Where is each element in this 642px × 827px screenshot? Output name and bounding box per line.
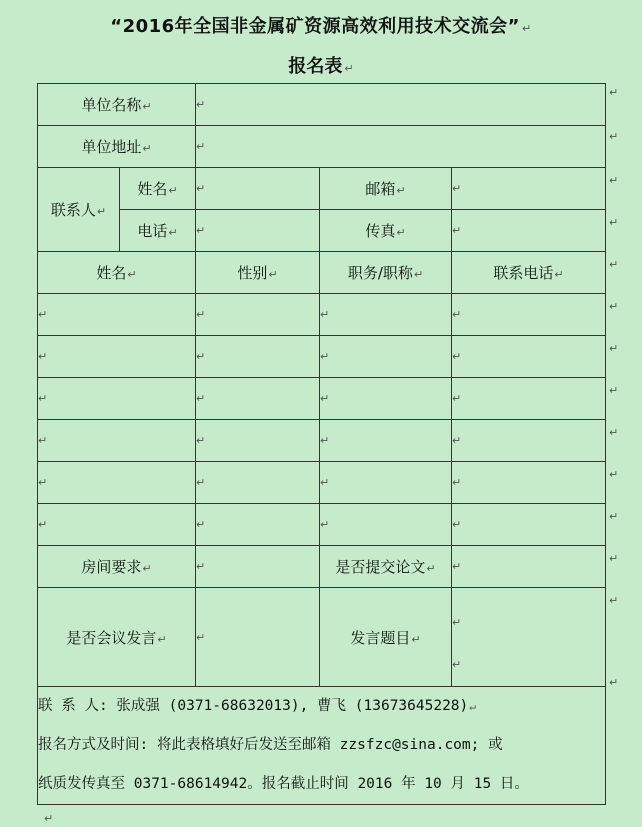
- row-end-mark: ↵: [609, 594, 619, 607]
- registration-method-line: 报名方式及时间: 将此表格填好后发送至邮箱 zzsfzc@sina.com; 或: [38, 737, 503, 753]
- attendee-gender-cell[interactable]: ↵: [196, 462, 320, 504]
- attendee-gender-cell[interactable]: ↵: [196, 420, 320, 462]
- column-header-title: 职务/职称↵: [320, 252, 452, 294]
- row-end-mark: ↵: [609, 676, 619, 689]
- attendee-phone-cell[interactable]: ↵: [452, 294, 606, 336]
- row-end-mark: ↵: [609, 426, 619, 439]
- attendee-gender-cell[interactable]: ↵: [196, 294, 320, 336]
- notes-row: [38, 687, 606, 805]
- row-end-mark: ↵: [609, 86, 619, 99]
- email-label: 邮箱↵: [320, 168, 452, 210]
- attendee-title-cell[interactable]: ↵: [320, 336, 452, 378]
- registration-form: [37, 83, 606, 805]
- attendee-phone-cell[interactable]: ↵: [452, 378, 606, 420]
- attendee-phone-cell[interactable]: ↵: [452, 462, 606, 504]
- contact-label: 联系人↵: [38, 168, 120, 252]
- unit-address-label: 单位地址↵: [38, 126, 196, 168]
- row-end-mark: ↵: [609, 510, 619, 523]
- attendee-name-cell[interactable]: ↵: [38, 420, 196, 462]
- attendee-phone-cell[interactable]: ↵: [452, 420, 606, 462]
- room-requirement-field[interactable]: ↵: [196, 546, 320, 588]
- row-end-mark: ↵: [609, 174, 619, 187]
- column-header-name: 姓名↵: [38, 252, 196, 294]
- phone-field[interactable]: ↵: [196, 210, 320, 252]
- attendee-name-cell[interactable]: ↵: [38, 336, 196, 378]
- attendee-header-row: [38, 252, 606, 294]
- paragraph-mark: ↵: [344, 62, 354, 75]
- attendee-row: [38, 294, 606, 336]
- page-title: “2016年全国非金属矿资源高效利用技术交流会” ↵: [110, 16, 532, 37]
- page-subtitle: 报名表 ↵: [288, 56, 354, 77]
- speech-row: [38, 588, 606, 687]
- row-end-mark: ↵: [609, 300, 619, 313]
- contact-name-label: 姓名↵: [120, 168, 196, 210]
- attendee-title-cell[interactable]: ↵: [320, 420, 452, 462]
- email-field[interactable]: ↵: [452, 168, 606, 210]
- attendee-gender-cell[interactable]: ↵: [196, 504, 320, 546]
- unit-name-field[interactable]: ↵: [196, 84, 606, 126]
- row-end-mark: ↵: [609, 552, 619, 565]
- attendee-name-cell[interactable]: ↵: [38, 378, 196, 420]
- attendee-name-cell[interactable]: ↵: [38, 462, 196, 504]
- contact-row-1: [38, 168, 606, 210]
- speech-topic-label: 发言题目↵: [320, 588, 452, 687]
- registration-deadline-line: 纸质发传真至 0371-68614942。报名截止时间 2016 年 10 月 15 日。: [38, 776, 529, 792]
- contact-row-2: [38, 210, 606, 252]
- attendee-title-cell[interactable]: ↵: [320, 462, 452, 504]
- submit-paper-label: 是否提交论文↵: [320, 546, 452, 588]
- speak-label: 是否会议发言↵: [38, 588, 196, 687]
- phone-label: 电话↵: [120, 210, 196, 252]
- submit-paper-field[interactable]: ↵: [452, 546, 606, 588]
- row-end-mark: ↵: [609, 216, 619, 229]
- room-paper-row: [38, 546, 606, 588]
- attendee-name-cell[interactable]: ↵: [38, 294, 196, 336]
- fax-field[interactable]: ↵: [452, 210, 606, 252]
- paragraph-mark: ↵: [522, 22, 532, 35]
- speech-topic-field[interactable]: ↵ ↵: [452, 588, 606, 687]
- attendee-phone-cell[interactable]: ↵: [452, 336, 606, 378]
- attendee-gender-cell[interactable]: ↵: [196, 378, 320, 420]
- row-end-mark: ↵: [609, 384, 619, 397]
- room-requirement-label: 房间要求↵: [38, 546, 196, 588]
- attendee-title-cell[interactable]: ↵: [320, 378, 452, 420]
- unit-name-row: [38, 84, 606, 126]
- column-header-gender: 性别↵: [196, 252, 320, 294]
- notes-cell: [38, 687, 606, 805]
- attendee-row: [38, 420, 606, 462]
- attendee-row: [38, 336, 606, 378]
- row-end-mark: ↵: [609, 468, 619, 481]
- contact-name-field[interactable]: ↵: [196, 168, 320, 210]
- contact-info-line: 联 系 人: 张成强 (0371-68632013), 曹飞 (13673645228)↵: [38, 698, 476, 714]
- column-header-phone: 联系电话↵: [452, 252, 606, 294]
- attendee-phone-cell[interactable]: ↵: [452, 504, 606, 546]
- unit-name-label: 单位名称↵: [38, 84, 196, 126]
- speak-field[interactable]: ↵: [196, 588, 320, 687]
- attendee-title-cell[interactable]: ↵: [320, 504, 452, 546]
- attendee-row: [38, 462, 606, 504]
- row-end-mark: ↵: [609, 130, 619, 143]
- unit-address-field[interactable]: ↵: [196, 126, 606, 168]
- attendee-name-cell[interactable]: ↵: [38, 504, 196, 546]
- unit-address-row: [38, 126, 606, 168]
- attendee-row: [38, 504, 606, 546]
- attendee-gender-cell[interactable]: ↵: [196, 336, 320, 378]
- fax-label: 传真↵: [320, 210, 452, 252]
- row-end-mark: ↵: [609, 258, 619, 271]
- attendee-row: [38, 378, 606, 420]
- attendee-title-cell[interactable]: ↵: [320, 294, 452, 336]
- row-end-mark: ↵: [609, 342, 619, 355]
- document-end-mark: ↵: [44, 812, 54, 825]
